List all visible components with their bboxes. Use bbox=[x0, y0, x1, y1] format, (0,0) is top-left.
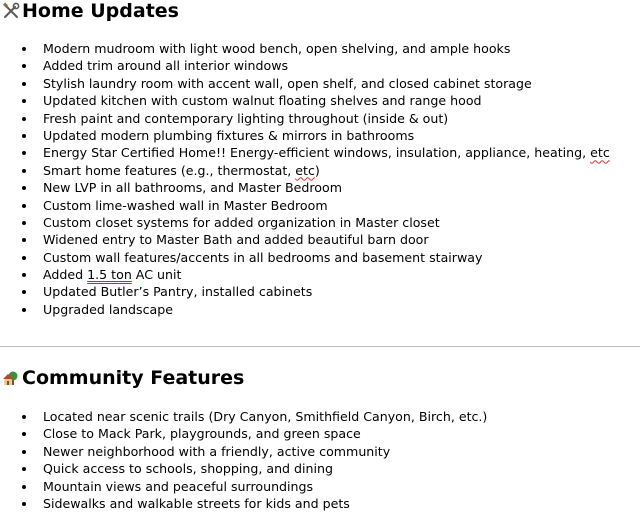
list-item: Custom wall features/accents in all bedrooms and basement stairway bbox=[0, 249, 640, 266]
list-item: Added 1.5 ton AC unit bbox=[0, 266, 640, 283]
list-item: Fresh paint and contemporary lighting throughout (inside & out) bbox=[0, 110, 640, 127]
list-item: Close to Mack Park, playgrounds, and green space bbox=[0, 425, 640, 442]
list-item: Smart home features (e.g., thermostat, etc) bbox=[0, 162, 640, 179]
community-features-list bbox=[0, 408, 640, 512]
list-item: Modern mudroom with light wood bench, open shelving, and ample hooks bbox=[0, 40, 640, 57]
spellcheck-word[interactable]: etc bbox=[295, 162, 315, 178]
list-item: Stylish laundry room with accent wall, open shelf, and closed cabinet storage bbox=[0, 75, 640, 92]
list-item: Quick access to schools, shopping, and dining bbox=[0, 460, 640, 477]
list-item: Widened entry to Master Bath and added beautiful barn door bbox=[0, 231, 640, 248]
section-divider bbox=[0, 346, 640, 347]
spellcheck-word[interactable]: etc bbox=[590, 145, 610, 161]
list-item: Updated modern plumbing fixtures & mirrors in bathrooms bbox=[0, 127, 640, 144]
list-item: Custom lime-washed wall in Master Bedroom bbox=[0, 197, 640, 214]
community-features-title: Community Features bbox=[22, 367, 245, 389]
house-tree-icon bbox=[2, 369, 20, 387]
list-item: Sidewalks and walkable streets for kids and pets bbox=[0, 495, 640, 512]
list-item: Updated kitchen with custom walnut floating shelves and range hood bbox=[0, 92, 640, 109]
community-features-section bbox=[0, 367, 640, 512]
list-item: Located near scenic trails (Dry Canyon, Smithfield Canyon, Birch, etc.) bbox=[0, 408, 640, 425]
list-item: Newer neighborhood with a friendly, active community bbox=[0, 443, 640, 460]
grammar-check-word[interactable]: 1.5 ton bbox=[87, 267, 132, 283]
list-item: New LVP in all bathrooms, and Master Bedroom bbox=[0, 179, 640, 196]
list-item: Upgraded landscape bbox=[0, 301, 640, 318]
home-updates-heading bbox=[0, 0, 640, 22]
list-item: Mountain views and peaceful surroundings bbox=[0, 478, 640, 495]
list-item: Added trim around all interior windows bbox=[0, 57, 640, 74]
list-item: Energy Star Certified Home!! Energy-efficient windows, insulation, appliance, heating, etc bbox=[0, 144, 640, 161]
home-updates-title: Home Updates bbox=[22, 0, 179, 22]
community-features-heading bbox=[0, 367, 640, 389]
tools-icon bbox=[2, 2, 20, 20]
home-updates-list bbox=[0, 40, 640, 318]
list-item: Custom closet systems for added organization in Master closet bbox=[0, 214, 640, 231]
list-item: Updated Butler’s Pantry, installed cabinets bbox=[0, 283, 640, 300]
